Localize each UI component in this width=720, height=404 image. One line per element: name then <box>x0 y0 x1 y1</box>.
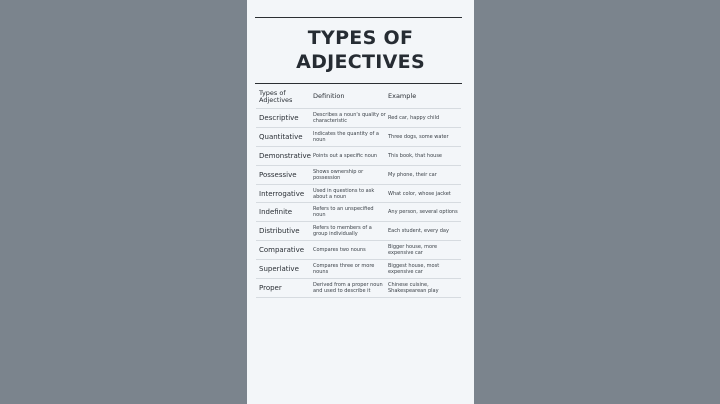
cell-type: Superlative <box>259 265 299 274</box>
table-row <box>256 147 461 166</box>
cell-definition: Describes a noun's quality or characteristic <box>313 111 386 124</box>
table-body <box>256 109 461 298</box>
table-row <box>256 203 461 222</box>
cell-definition: Used in questions to ask about a noun <box>313 187 375 200</box>
cell-example: Bigger house, more expensive car <box>388 244 438 257</box>
cell-example: Biggest house, most expensive car <box>388 263 440 276</box>
cell-definition: Shows ownership or possession <box>313 168 364 181</box>
cell-type: Interrogative <box>259 189 305 198</box>
cell-example: This book, that house <box>388 152 442 159</box>
table-header-row <box>256 86 461 109</box>
cell-type: Indefinite <box>259 208 293 217</box>
cell-type: Comparative <box>259 246 305 255</box>
table-row <box>256 241 461 260</box>
cell-type: Demonstrative <box>259 151 311 160</box>
title-line-1: TYPES OF <box>307 27 414 49</box>
header-definition: Definition <box>313 92 345 101</box>
cell-example: Three dogs, some water <box>388 133 449 140</box>
table-row <box>256 222 461 241</box>
table-row <box>256 109 461 128</box>
cell-example: What color, whose jacket <box>388 190 451 197</box>
document-sheet <box>247 0 474 404</box>
cell-type: Distributive <box>259 227 300 236</box>
header-example: Example <box>388 92 417 101</box>
cell-example: Each student, every day <box>388 228 449 235</box>
cell-example: Any person, several options <box>388 209 458 216</box>
cell-definition: Indicates the quantity of a noun <box>313 130 379 143</box>
cell-example: My phone, their car <box>388 171 437 178</box>
cell-example: Chinese cuisine, Shakespearean play <box>388 281 439 294</box>
cell-example: Red car, happy child <box>388 114 440 121</box>
adjectives-table <box>256 86 461 298</box>
table-row <box>256 260 461 279</box>
cell-definition: Refers to members of a group individually <box>313 225 372 238</box>
title-line-2: ADJECTIVES <box>296 51 425 73</box>
cell-definition: Derived from a proper noun and used to describe it <box>313 281 383 294</box>
cell-type: Quantitative <box>259 132 303 141</box>
cell-type: Descriptive <box>259 113 299 122</box>
top-divider <box>255 17 462 18</box>
table-row <box>256 166 461 185</box>
table-row <box>256 128 461 147</box>
cell-type: Proper <box>259 283 282 292</box>
cell-definition: Compares three or more nouns <box>313 263 375 276</box>
cell-definition: Compares two nouns <box>313 247 366 254</box>
table-row <box>256 185 461 204</box>
page-title <box>247 26 474 74</box>
cell-definition: Points out a specific noun <box>313 152 378 159</box>
title-divider <box>255 83 462 84</box>
header-types: Types of Adjectives <box>259 88 293 104</box>
table-row <box>256 279 461 298</box>
cell-type: Possessive <box>259 170 297 179</box>
cell-definition: Refers to an unspecified noun <box>313 206 374 219</box>
